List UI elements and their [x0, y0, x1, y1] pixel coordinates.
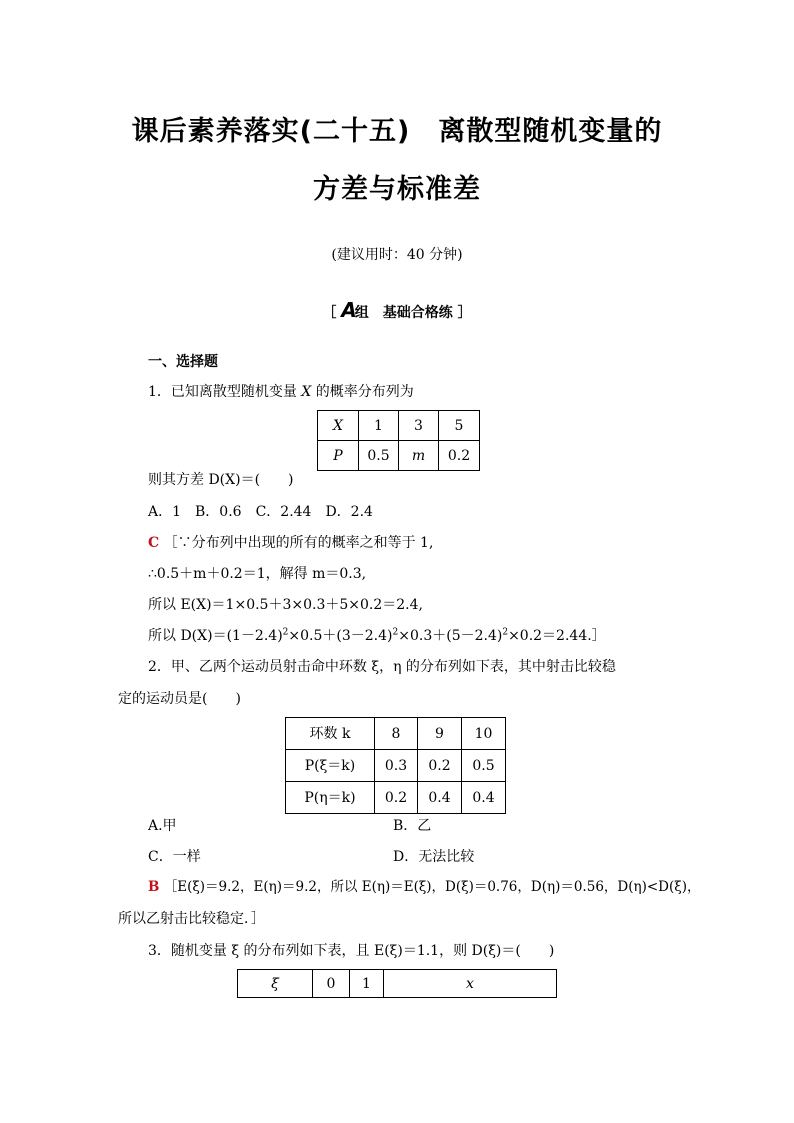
q2-solution-line2: 所以乙射击比较稳定．］ — [118, 911, 265, 927]
q1-solution-line1: C ［∵分布列中出现的所有的概率之和等于 1, — [148, 535, 434, 551]
q1-stem: 1．已知离散型随机变量 X 的概率分布列为 — [148, 384, 414, 400]
q3-stem: 3．随机变量 ξ 的分布列如下表，且 E(ξ)＝1.1，则 D(ξ)＝( ) — [148, 943, 555, 959]
q3-distribution-table: ξ 0 1 x — [237, 969, 557, 998]
q1-solution-line3: 所以 E(X)＝1×0.5＋3×0.3＋5×0.2＝2.4, — [148, 597, 423, 613]
q1-options: A．1 B．0.6 C．2.44 D．2.4 — [148, 504, 373, 520]
q2-distribution-table: 环数 k 8 9 10 P(ξ＝k) 0.3 0.2 0.5 P(η＝k) 0.2 0.4 0.4 — [285, 717, 506, 814]
q2-option-d: D．无法比较 — [393, 849, 475, 865]
page-title-line1: 课后素养落实(二十五) 离散型随机变量的 — [131, 116, 663, 147]
q1-question: 则其方差 D(X)＝( ) — [148, 472, 294, 488]
page-title-line2: 方差与标准差 — [313, 174, 481, 205]
q1-answer-letter: C — [148, 535, 160, 551]
q2-option-b: B．乙 — [393, 818, 432, 834]
q2-solution-line1: B ［E(ξ)＝9.2，E(η)＝9.2，所以 E(η)＝E(ξ)，D(ξ)＝0.76，D(η)＝0.56，D(η)<D(ξ)， — [148, 879, 701, 895]
group-letter: A — [341, 298, 355, 322]
q2-option-c: C．一样 — [148, 849, 201, 865]
time-note: (建议用时：40 分钟) — [331, 247, 463, 263]
section-heading: 一、选择题 — [148, 354, 218, 370]
q2-answer-letter: B — [148, 879, 160, 895]
q1-solution-line4: 所以 $D(X)=(1-2.4)^2\times 0.5+(3-2.4)^2\times 0.3+(5-2.4)^2\times 0.2=2.44.]$ — [148, 627, 606, 644]
group-banner: ［ A组 基础合格练 ］ — [322, 298, 472, 322]
q2-stem-line1: 2．甲、乙两个运动员射击命中环数 ξ，η 的分布列如下表，其中射击比较稳 — [148, 659, 616, 675]
q1-distribution-table: X 1 3 5 P 0.5 m 0.2 — [317, 410, 480, 471]
q1-solution-line2: ∴0.5＋m＋0.2＝1，解得 m＝0.3, — [148, 566, 367, 582]
q2-option-a: A.甲 — [148, 818, 177, 834]
q2-stem-line2: 定的运动员是( ) — [118, 691, 241, 707]
